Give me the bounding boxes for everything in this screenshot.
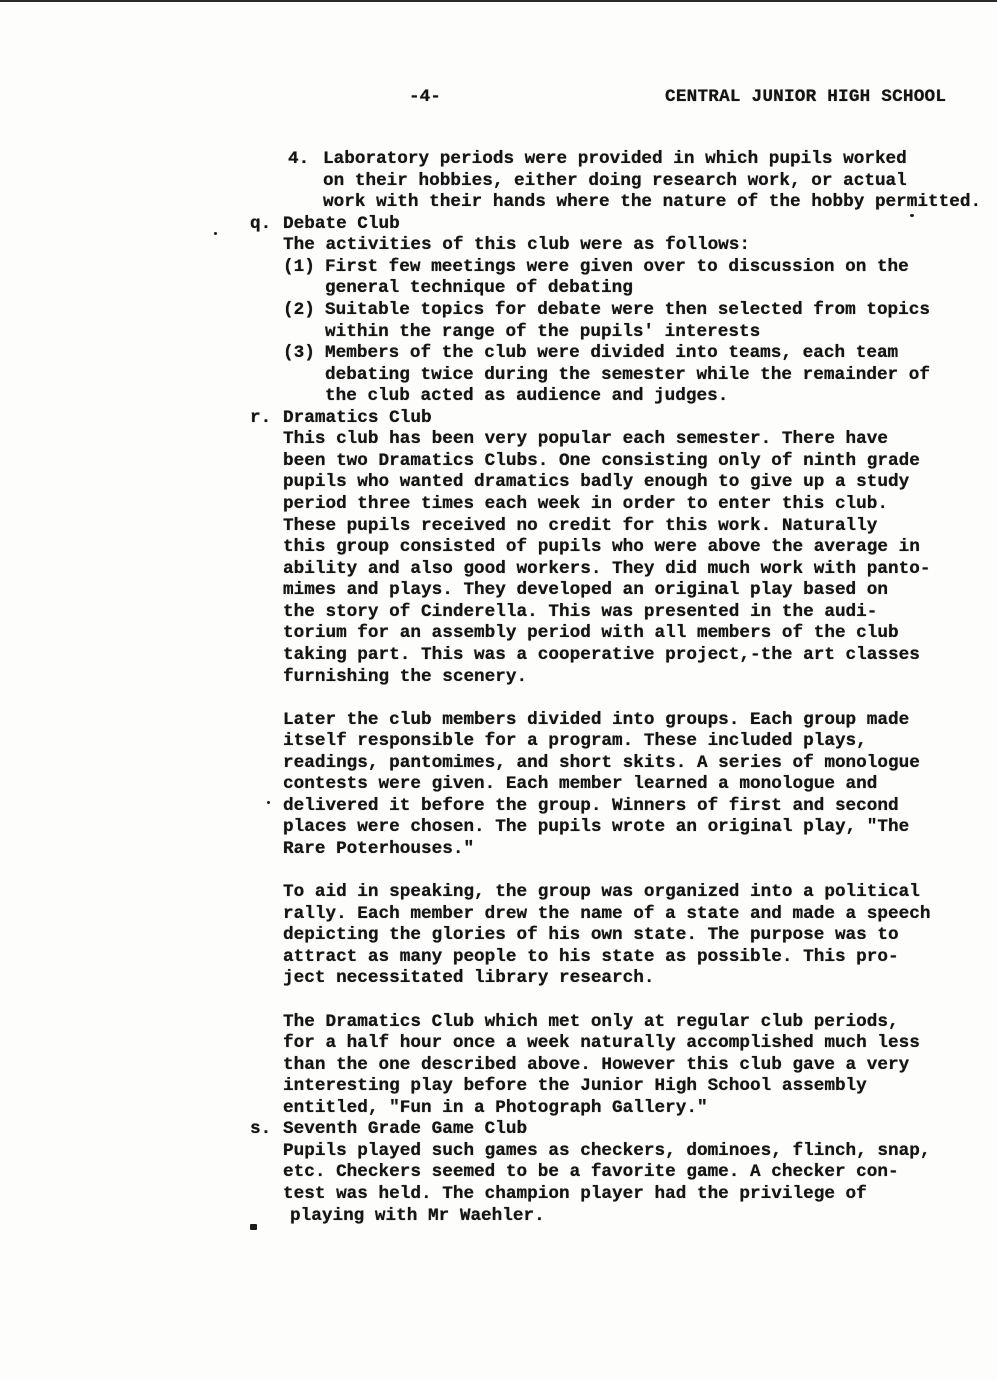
- page-header: [0, 86, 997, 108]
- text-line: [0, 667, 997, 689]
- scan-bullet-mark: [250, 1224, 257, 1230]
- paragraph-text: ability and also good workers. They did much work with panto-: [283, 558, 931, 579]
- game-club-marker: s.: [250, 1119, 272, 1140]
- text-line: [0, 710, 997, 732]
- text-line: [0, 796, 997, 818]
- text-line: [0, 257, 997, 279]
- paragraph-text: contests were given. Each member learned a monologue and: [283, 774, 878, 795]
- text-line: [0, 1033, 997, 1055]
- text-line: [0, 645, 997, 667]
- paragraph-text: These pupils received no credit for this work. Naturally: [283, 515, 878, 536]
- point-text: within the range of the pupils' interests: [325, 321, 761, 342]
- scan-edge-line: [0, 0, 997, 2]
- page-number: -4-: [409, 87, 441, 107]
- text-line: [0, 1184, 997, 1206]
- paragraph-text: The Dramatics Club which met only at regular club periods,: [283, 1011, 899, 1032]
- point-text: Members of the club were divided into teams, each team: [325, 343, 899, 364]
- paragraph-text: entitled, "Fun in a Photograph Gallery.": [283, 1097, 708, 1118]
- paragraph-text: Later the club members divided into groups. Each group made: [283, 709, 910, 730]
- paragraph-text: this group consisted of pupils who were above the average in: [283, 537, 920, 558]
- text-line: [0, 300, 997, 322]
- blank-line: [0, 861, 997, 883]
- point-marker: (3): [283, 343, 315, 364]
- text-line: [0, 1141, 997, 1163]
- paragraph-text: delivered it before the group. Winners of first and second: [283, 795, 899, 816]
- text-line: [0, 753, 997, 775]
- paragraph-text: readings, pantomimes, and short skits. A series of monologue: [283, 752, 920, 773]
- section-heading-line: [0, 408, 997, 430]
- point-text: Suitable topics for debate were then selected from topics: [325, 299, 931, 320]
- text-line: [0, 904, 997, 926]
- paragraph-text: ject necessitated library research.: [283, 968, 655, 989]
- text-line: [0, 947, 997, 969]
- text-line: [0, 1098, 997, 1120]
- item-4-text: Laboratory periods were provided in which pupils worked: [323, 149, 907, 169]
- dramatics-club-title: Dramatics Club: [283, 407, 432, 428]
- paragraph-text: interesting play before the Junior High School assembly: [283, 1076, 867, 1097]
- paragraph-text: taking part. This was a cooperative project,-the art classes: [283, 644, 920, 665]
- text-line: [0, 1206, 997, 1228]
- paragraph-text: depicting the glories of his own state. The purpose was to: [283, 925, 899, 946]
- point-text: debating twice during the semester while the remainder of: [325, 364, 931, 385]
- scan-speck: [267, 801, 270, 804]
- scan-speck: [214, 232, 217, 235]
- paragraph-text: Rare Poterhouses.": [283, 839, 475, 859]
- text-line: [0, 149, 997, 171]
- text-line: [0, 1162, 997, 1184]
- text-line: [0, 235, 997, 257]
- paragraph-text: furnishing the scenery.: [283, 666, 528, 687]
- text-line: [0, 494, 997, 516]
- text-line: [0, 516, 997, 538]
- text-line: [0, 968, 997, 990]
- text-line: [0, 343, 997, 365]
- game-club-text: test was held. The champion player had the privilege of: [283, 1184, 867, 1204]
- point-text: general technique of debating: [325, 278, 633, 299]
- school-name: CENTRAL JUNIOR HIGH SCHOOL: [665, 87, 947, 107]
- dramatics-club-marker: r.: [250, 407, 272, 428]
- game-club-text: etc. Checkers seemed to be a favorite game. A checker con-: [283, 1162, 899, 1183]
- paragraph-text: the story of Cinderella. This was presented in the audi-: [283, 601, 878, 622]
- text-line: [0, 1076, 997, 1098]
- blank-line: [0, 990, 997, 1012]
- scan-speck: [910, 214, 914, 217]
- text-line: [0, 559, 997, 581]
- text-line: [0, 429, 997, 451]
- text-line: [0, 472, 997, 494]
- text-line: [0, 925, 997, 947]
- paragraph-text: places were chosen. The pupils wrote an original play, "The: [283, 817, 910, 838]
- text-line: [0, 623, 997, 645]
- text-line: [0, 322, 997, 344]
- document-body: [0, 149, 997, 1227]
- debate-club-intro: The activities of this club were as follows:: [283, 235, 751, 256]
- paragraph-text: period three times each week in order to enter this club.: [283, 494, 889, 514]
- paragraph-text: This club has been very popular each semester. There have: [283, 429, 889, 450]
- text-line: [0, 451, 997, 473]
- debate-club-marker: q.: [250, 213, 272, 234]
- paragraph-text: attract as many people to his state as possible. This pro-: [283, 946, 899, 967]
- section-heading-line: [0, 1119, 997, 1141]
- paragraph-text: than the one described above. However this club gave a very: [283, 1054, 910, 1075]
- debate-club-title: Debate Club: [283, 213, 400, 234]
- text-line: [0, 537, 997, 559]
- paragraph-text: itself responsible for a program. These included plays,: [283, 731, 867, 752]
- paragraph-text: To aid in speaking, the group was organized into a political: [283, 882, 920, 903]
- text-line: [0, 1055, 997, 1077]
- paragraph-text: rally. Each member drew the name of a state and made a speech: [283, 903, 931, 924]
- point-marker: (1): [283, 256, 315, 277]
- point-text: First few meetings were given over to discussion on the: [325, 256, 909, 277]
- text-line: [0, 365, 997, 387]
- game-club-text: playing with Mr Waehler.: [290, 1205, 545, 1226]
- text-line: [0, 882, 997, 904]
- game-club-title: Seventh Grade Game Club: [283, 1119, 528, 1140]
- text-line: [0, 731, 997, 753]
- item-4-text: on their hobbies, either doing research work, or actual: [323, 170, 907, 191]
- paragraph-text: pupils who wanted dramatics badly enough to give up a study: [283, 472, 910, 493]
- section-heading-line: [0, 214, 997, 236]
- blank-line: [0, 688, 997, 710]
- game-club-text: Pupils played such games as checkers, dominoes, flinch, snap,: [283, 1140, 931, 1161]
- point-text: the club acted as audience and judges.: [325, 386, 729, 407]
- text-line: [0, 839, 997, 861]
- paragraph-text: mimes and plays. They developed an original play based on: [283, 580, 889, 601]
- text-line: [0, 817, 997, 839]
- text-line: [0, 386, 997, 408]
- item-4-marker: 4.: [288, 149, 310, 169]
- text-line: [0, 580, 997, 602]
- text-line: [0, 602, 997, 624]
- text-line: [0, 192, 997, 214]
- text-line: [0, 774, 997, 796]
- paragraph-text: been two Dramatics Clubs. One consisting only of ninth grade: [283, 450, 920, 471]
- text-line: [0, 278, 997, 300]
- paragraph-text: torium for an assembly period with all members of the club: [283, 623, 899, 644]
- text-line: [0, 171, 997, 193]
- point-marker: (2): [283, 299, 315, 320]
- item-4-text: work with their hands where the nature of the hobby permitted.: [323, 192, 982, 213]
- text-line: [0, 1012, 997, 1034]
- paragraph-text: for a half hour once a week naturally accomplished much less: [283, 1033, 920, 1054]
